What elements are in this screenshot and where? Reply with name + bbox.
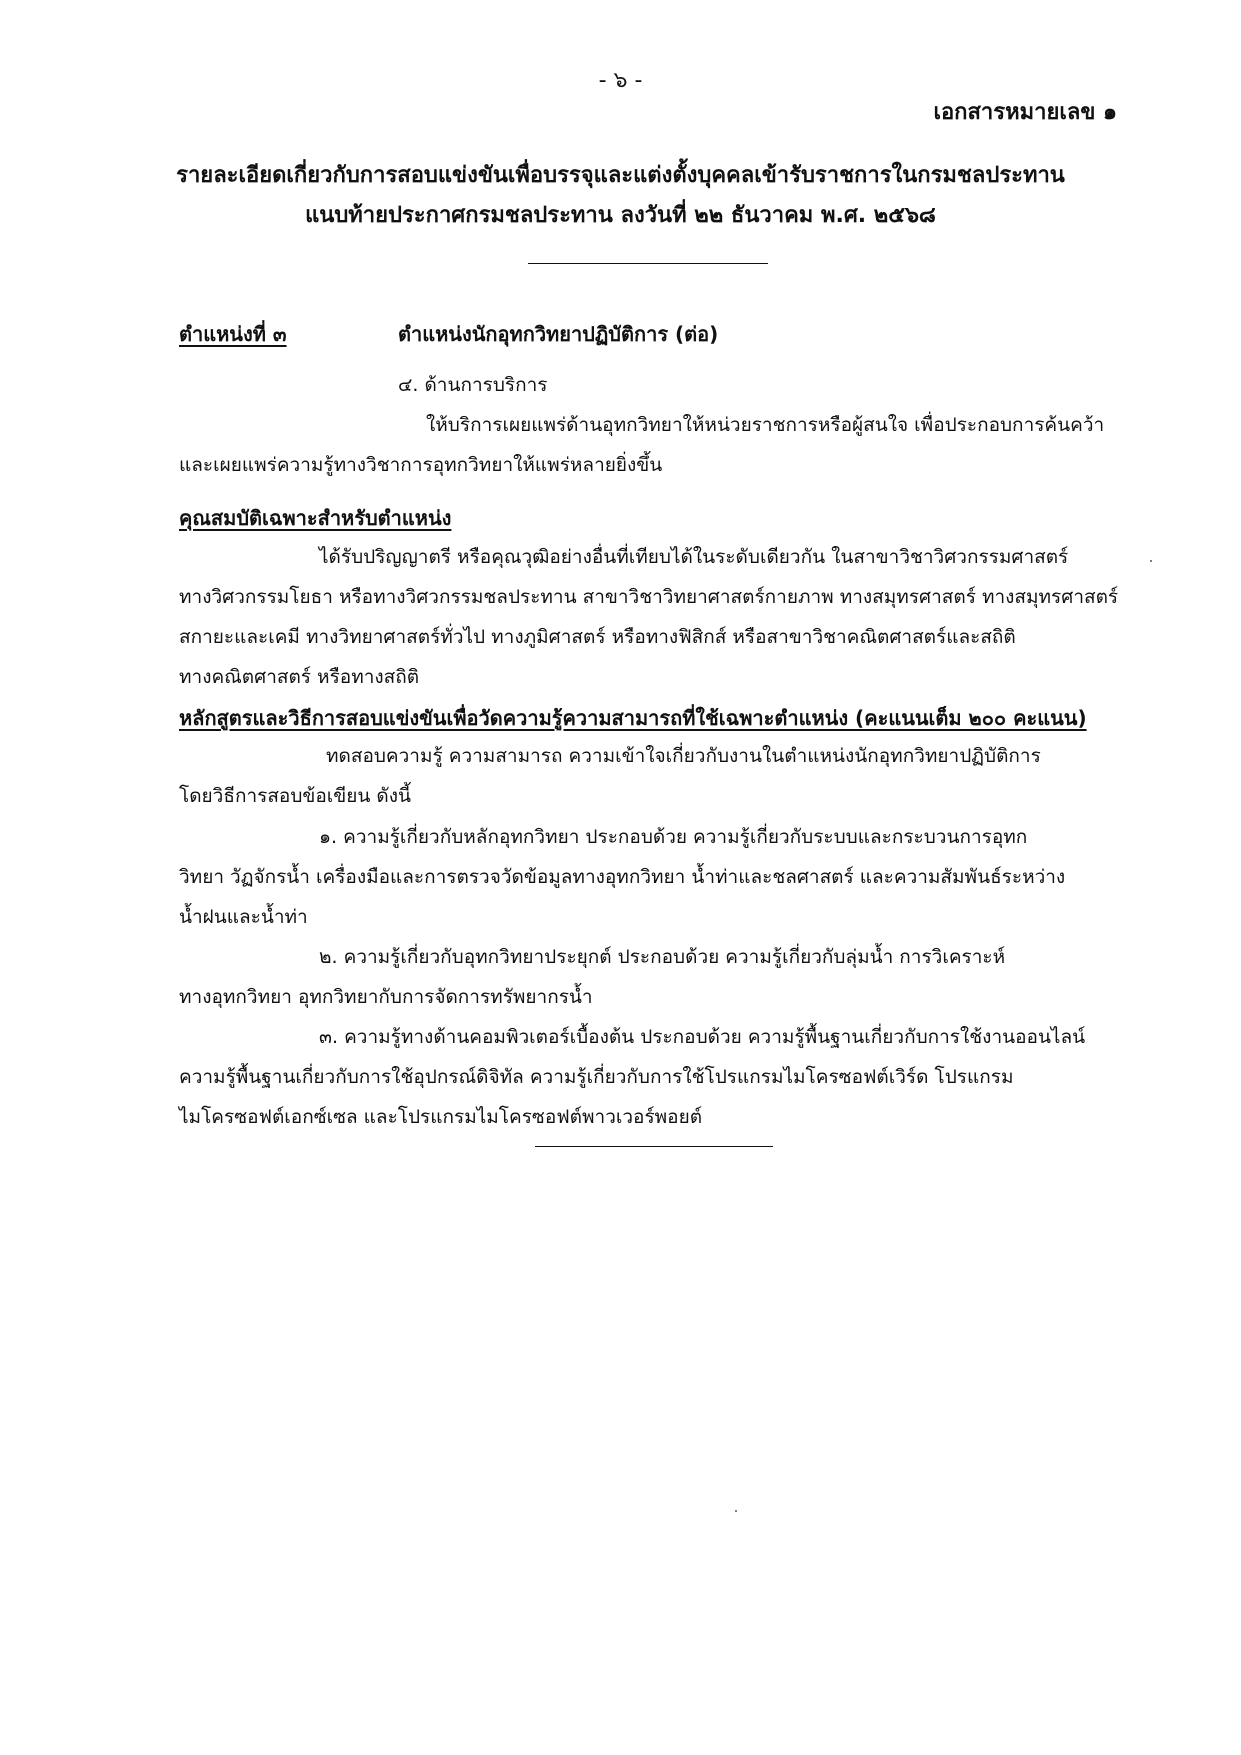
course-item-1-line: ๑. ความรู้เกี่ยวกับหลักอุทกวิทยา ประกอบด้วย ความรู้เกี่ยวกับระบบและกระบวนการอุทก: [319, 826, 1028, 848]
position-label: ตำแหน่งที่ ๓: [179, 322, 287, 346]
service-text-line: ให้บริการเผยแพร่ด้านอุทกวิทยาให้หน่วยราชการหรือผู้สนใจ เพื่อประกอบการค้นคว้า: [426, 414, 1105, 436]
qualifications-line: ทางวิศวกรรมโยธา หรือทางวิศวกรรมชลประทาน สาขาวิชาวิทยาศาสตร์กายภาพ ทางสมุทรศาสตร์ ทางสมุทรศาสตร์: [179, 586, 1119, 608]
course-heading: หลักสูตรและวิธีการสอบแข่งขันเพื่อวัดความรู้ความสามารถที่ใช้เฉพาะตำแหน่ง (คะแนนเต็ม ๒๐๐ คะแนน): [179, 706, 1087, 730]
course-item-2-line: ๒. ความรู้เกี่ยวกับอุทกวิทยาประยุกต์ ประกอบด้วย ความรู้เกี่ยวกับลุ่มน้ำ การวิเคราะห์: [319, 946, 1006, 968]
course-item-1-line: น้ำฝนและน้ำท่า: [179, 906, 308, 928]
document-subtitle: แนบท้ายประกาศกรมชลประทาน ลงวันที่ ๒๒ ธันวาคม พ.ศ. ๒๕๖๘: [305, 203, 936, 228]
qualifications-line: สกายะและเคมี ทางวิทยาศาสตร์ทั่วไป ทางภูมิศาสตร์ หรือทางฟิสิกส์ หรือสาขาวิชาคณิตศาสตร์และสถิติ: [179, 626, 1016, 648]
qualifications-line: ได้รับปริญญาตรี หรือคุณวุฒิอย่างอื่นที่เทียบได้ในระดับเดียวกัน ในสาขาวิชาวิศวกรรมศาสตร์: [319, 546, 1069, 568]
qualifications-line: ทางคณิตศาสตร์ หรือทางสถิติ: [179, 666, 420, 688]
position-title: ตำแหน่งนักอุทกวิทยาปฏิบัติการ (ต่อ): [398, 322, 719, 346]
course-item-3-line: ความรู้พื้นฐานเกี่ยวกับการใช้อุปกรณ์ดิจิทัล ความรู้เกี่ยวกับการใช้โปรแกรมไมโครซอฟต์เวิร์ด โปรแกรม: [179, 1066, 1014, 1088]
document-title: รายละเอียดเกี่ยวกับการสอบแข่งขันเพื่อบรรจุและแต่งตั้งบุคคลเข้ารับราชการในกรมชลประทาน: [176, 163, 1065, 188]
course-item-3-line: ไมโครซอฟต์เอกซ์เซล และโปรแกรมไมโครซอฟต์พาวเวอร์พอยต์: [179, 1106, 703, 1128]
course-item-1-line: วิทยา วัฏจักรน้ำ เครื่องมือและการตรวจวัดข้อมูลทางอุทกวิทยา น้ำท่าและชลศาสตร์ และความสัมพันธ์ระหว่าง: [179, 866, 1066, 888]
qualifications-heading: คุณสมบัติเฉพาะสำหรับตำแหน่ง: [179, 506, 452, 530]
document-number: เอกสารหมายเลข ๑: [933, 100, 1117, 125]
service-heading: ๔. ด้านการบริการ: [398, 374, 548, 396]
course-intro-line: ทดสอบความรู้ ความสามารถ ความเข้าใจเกี่ยวกับงานในตำแหน่งนักอุทกวิทยาปฏิบัติการ: [326, 745, 1041, 767]
course-item-3-line: ๓. ความรู้ทางด้านคอมพิวเตอร์เบื้องต้น ประกอบด้วย ความรู้พื้นฐานเกี่ยวกับการใช้งานออนไลน์: [319, 1026, 1086, 1048]
service-text-line: และเผยแพร่ความรู้ทางวิชาการอุทกวิทยาให้แพร่หลายยิ่งขึ้น: [179, 454, 663, 476]
divider-bottom: [535, 1146, 773, 1147]
scan-speck: [1150, 560, 1152, 562]
scan-speck: [735, 1510, 737, 1512]
course-intro-line: โดยวิธีการสอบข้อเขียน ดังนี้: [179, 785, 412, 807]
divider-top: [528, 263, 768, 264]
page-number: - ๖ -: [598, 68, 643, 93]
course-item-2-line: ทางอุทกวิทยา อุทกวิทยากับการจัดการทรัพยากรน้ำ: [179, 986, 593, 1008]
